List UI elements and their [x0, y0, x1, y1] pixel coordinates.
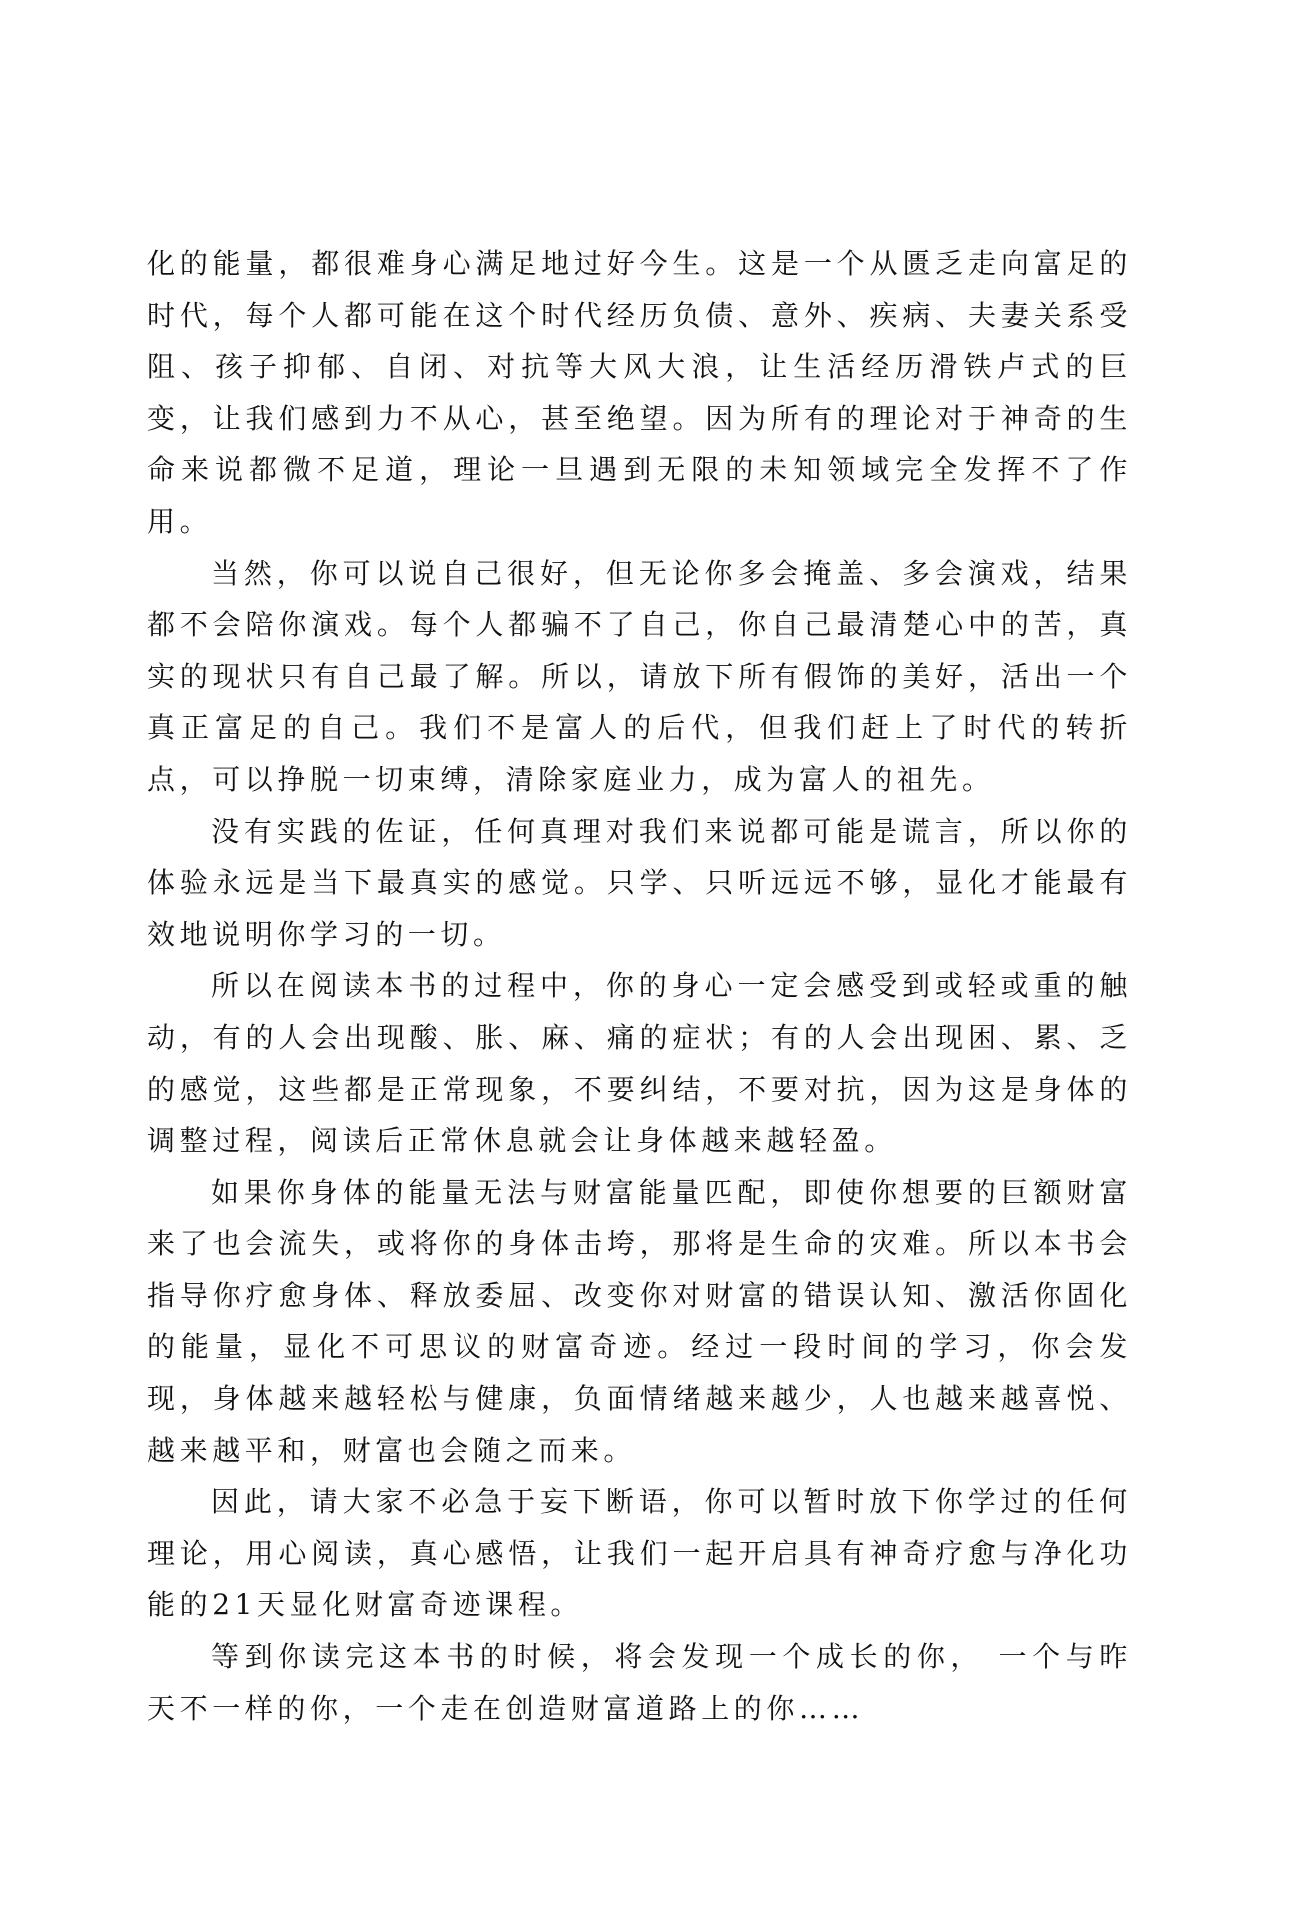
paragraph: 所以在阅读本书的过程中，你的身心一定会感受到或轻或重的触动，有的人会出现酸、胀、麻、痛的症状；有的人会出现困、累、乏的感觉，这些都是正常现象，不要纠结，不要对抗，因为这是身体的调整过程，阅读后正常休息就会让身体越来越轻盈。: [147, 969, 1132, 1158]
document-page: [147, 238, 1132, 1734]
paragraph-continuation: 化的能量，都很难身心满足地过好今生。这是一个从匮乏走向富足的时代，每个人都可能在这个时代经历负债、意外、疾病、夫妻关系受阻、孩子抑郁、自闭、对抗等大风大浪，让生活经历滑铁卢式的巨变，让我们感到力不从心，甚至绝望。因为所有的理论对于神奇的生命来说都微不足道，理论一旦遇到无限的未知领域完全发挥不了作用。: [147, 247, 1132, 538]
paragraph: 如果你身体的能量无法与财富能量匹配，即使你想要的巨额财富来了也会流失，或将你的身体击垮，那将是生命的灾难。所以本书会指导你疗愈身体、释放委屈、改变你对财富的错误认知、激活你固化的能量，显化不可思议的财富奇迹。经过一段时间的学习，你会发现，身体越来越轻松与健康，负面情绪越来越少，人也越来越喜悦、越来越平和，财富也会随之而来。: [147, 1175, 1132, 1467]
paragraph: 没有实践的佐证，任何真理对我们来说都可能是谎言，所以你的体验永远是当下最真实的感觉。只学、只听远远不够，显化才能最有效地说明你学习的一切。: [147, 814, 1132, 951]
paragraph-closing: 等到你读完这本书的时候，将会发现一个成长的你， 一个与昨天不一样的你，一个走在创造财富道路上的你……: [147, 1640, 1132, 1725]
paragraph: 当然，你可以说自己很好，但无论你多会掩盖、多会演戏，结果都不会陪你演戏。每个人都骗不了自己，你自己最清楚心中的苦，真实的现状只有自己最了解。所以，请放下所有假饰的美好，活出一个真正富足的自己。我们不是富人的后代，但我们赶上了时代的转折点，可以挣脱一切束缚，清除家庭业力，成为富人的祖先。: [147, 556, 1132, 796]
paragraph: 因此，请大家不必急于妄下断语，你可以暂时放下你学过的任何理论，用心阅读，真心感悟，让我们一起开启具有神奇疗愈与净化功能的21天显化财富奇迹课程。: [147, 1485, 1132, 1622]
